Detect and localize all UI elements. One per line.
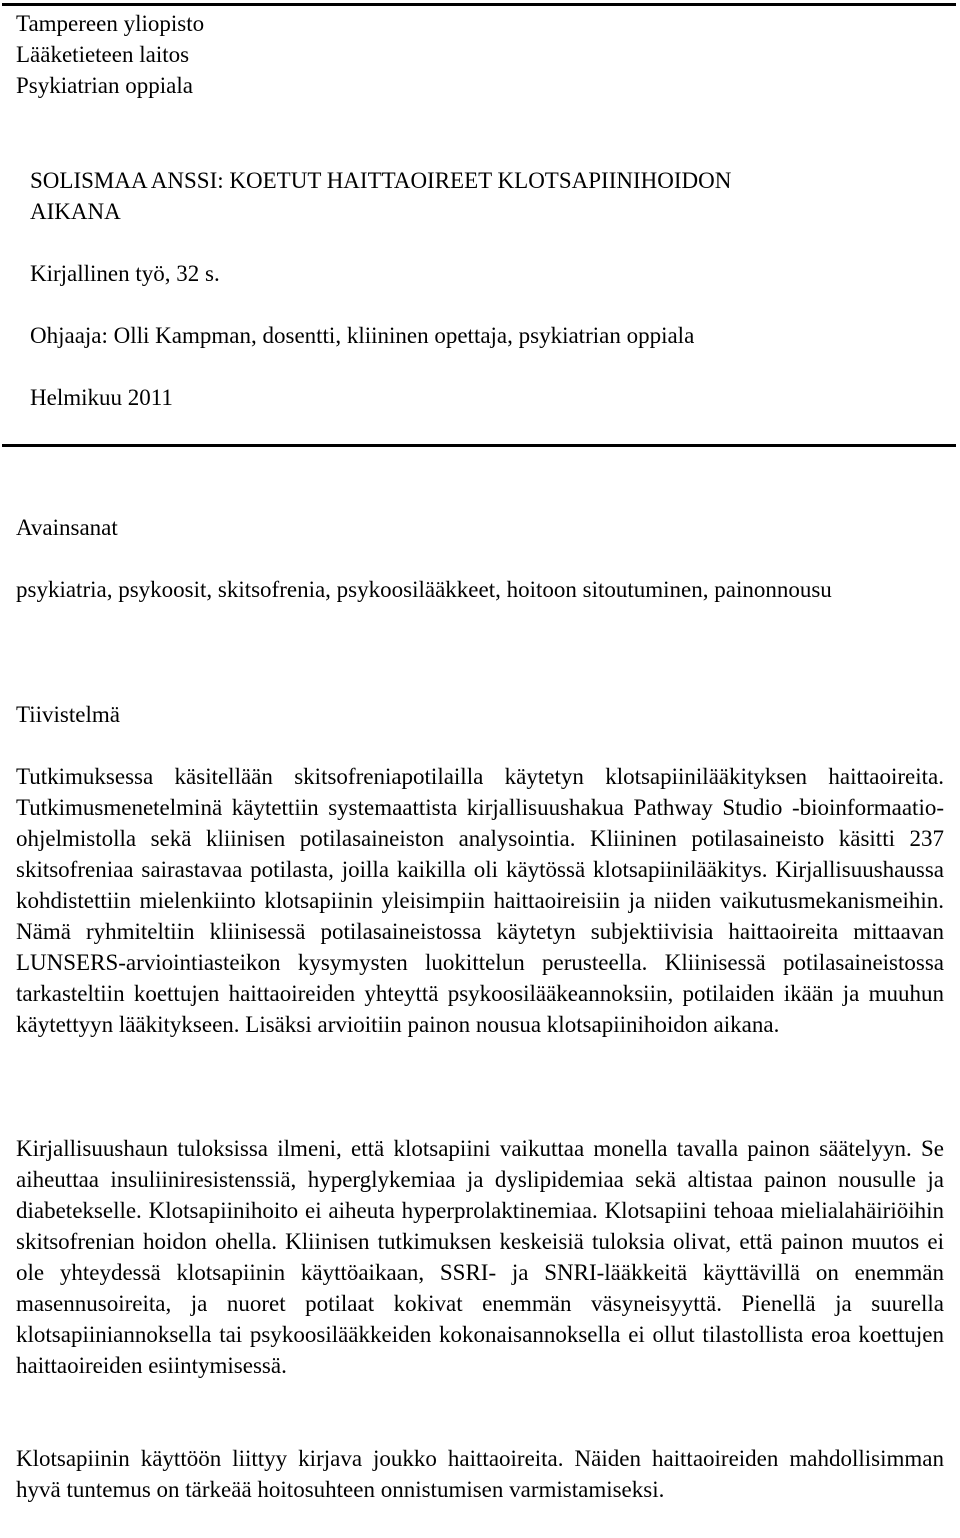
abstract-paragraph-2: Kirjallisuushaun tuloksissa ilmeni, että klotsapiini vaikuttaa monella tavalla painon säätelyyn. Se aiheuttaa insuliiniresistenssiä, hyperglykemiaa ja dyslipidemiaa sekä altistaa painon nousulle ja diabetekselle. Klotsapiinihoito ei aiheuta hyperprolaktinemiaa. Klotsapiini tehoaa mielialahäiriöihin skitsofrenian hoidon ohella. Kliinisen tutkimuksen keskeisiä tuloksia olivat, että painon muutos ei ole yhteydessä klotsapiinin käyttöaikaan, SSRI- ja SNRI-lääkkeitä käyttävillä on enemmän masennusoireita, ja nuoret potilaat kokivat enemmän väsyneisyyttä. Pienellä ja suurella klotsapiiniannoksella tai psykoosilääkkeiden kokonaisannoksella ei ollut tilastollista eroa koettujen haittaoireiden esiintymisessä.	[16, 1136, 944, 1378]
section-rule	[2, 444, 956, 447]
faculty-name: Lääketieteen laitos	[16, 42, 190, 67]
department-name: Psykiatrian oppiala	[16, 73, 193, 98]
abstract-paragraph-1: Tutkimuksessa käsitellään skitsofreniapotilailla käytetyn klotsapiinilääkityksen haittaoireita. Tutkimusmenetelminä käytettiin systemaattista kirjallisuushakua Pathway Studio -bioinformaatio-ohjelmistolla sekä kliinisen potilasaineiston analysointia. Kliininen potilasaineisto käsitti 237 skitsofreniaa sairastavaa potilasta, joilla kaikilla oli käytössä klotsapiinilääkitys. Kirjallisuushaussa kohdistettiin mielenkiinto klotsapiinin yleisimpiin haittaoireisiin ja niiden vaikutusmekanismeihin. Nämä ryhmiteltiin kliinisessä potilasaineistossa käytetyn subjektiivisia haittaoireita mittaavan LUNSERS-arviointiasteikon kysymysten luokittelun perusteella. Kliinisessä potilasaineistossa tarkasteltiin koettujen haittaoireiden yhteyttä psykoosilääkeannoksiin, potilaiden ikään ja muuhun käytettyyn lääkitykseen. Lisäksi arvioitiin painon nousua klotsapiinihoidon aikana.	[16, 764, 944, 1037]
university-name: Tampereen yliopisto	[16, 11, 205, 36]
thesis-date: Helmikuu 2011	[30, 385, 173, 410]
thesis-title-line-1: SOLISMAA ANSSI: KOETUT HAITTAOIREET KLOTSAPIINIHOIDON	[30, 168, 732, 193]
thesis-title	[30, 165, 731, 227]
thesis-length: Kirjallinen työ, 32 s.	[30, 261, 220, 286]
abstract-heading: Tiivistelmä	[16, 702, 120, 727]
keywords-text: psykiatria, psykoosit, skitsofrenia, psykoosilääkkeet, hoitoon sitoutuminen, painonnousu	[16, 577, 832, 602]
thesis-supervisor: Ohjaaja: Olli Kampman, dosentti, kliininen opettaja, psykiatrian oppiala	[30, 323, 695, 348]
institution-header	[16, 8, 204, 101]
keywords-heading: Avainsanat	[16, 515, 118, 540]
abstract-paragraph-3: Klotsapiinin käyttöön liittyy kirjava joukko haittaoireita. Näiden haittaoireiden mahdollisimman hyvä tuntemus on tärkeää hoitosuhteen onnistumisen varmistamiseksi.	[16, 1446, 944, 1502]
top-rule	[2, 3, 956, 6]
thesis-title-line-2: AIKANA	[30, 199, 121, 224]
